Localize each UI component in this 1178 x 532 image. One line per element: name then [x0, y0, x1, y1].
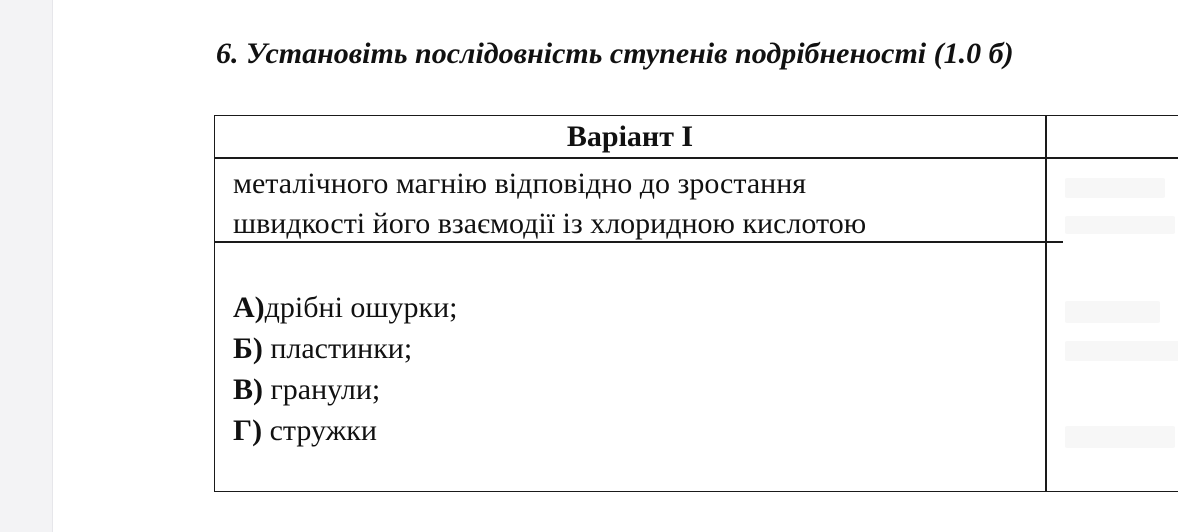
question-title: 6. Установіть послідовність ступенів подрібненості (1.0 б)	[216, 37, 1014, 70]
option-letter: А)	[233, 291, 265, 324]
answer-table	[214, 115, 1178, 492]
options-list	[233, 287, 457, 451]
left-gutter	[0, 0, 53, 532]
option-a	[233, 287, 457, 328]
option-letter: Б)	[233, 332, 263, 365]
row-divider-header-right	[1045, 157, 1178, 159]
description-line-2: швидкості його взаємодії із хлоридною кислотою	[233, 207, 867, 240]
erased-mark	[1065, 341, 1178, 361]
option-letter: Г)	[233, 414, 263, 447]
option-text: дрібні ошурки;	[264, 291, 458, 324]
erased-mark	[1065, 301, 1160, 323]
description-line-1: металічного магнію відповідно до зростання	[233, 167, 807, 200]
variant-header: Варіант І	[566, 120, 694, 153]
erased-mark	[1065, 178, 1165, 198]
option-text: пластинки;	[262, 332, 413, 365]
erased-mark	[1065, 216, 1175, 234]
row-divider-header	[215, 157, 1045, 159]
column-divider	[1045, 116, 1047, 491]
option-c	[233, 369, 457, 410]
option-text: стружки	[262, 414, 377, 447]
option-d	[233, 410, 457, 451]
option-b	[233, 328, 457, 369]
erased-mark	[1065, 426, 1175, 448]
option-letter: В)	[233, 373, 263, 406]
option-text: гранули;	[263, 373, 381, 406]
